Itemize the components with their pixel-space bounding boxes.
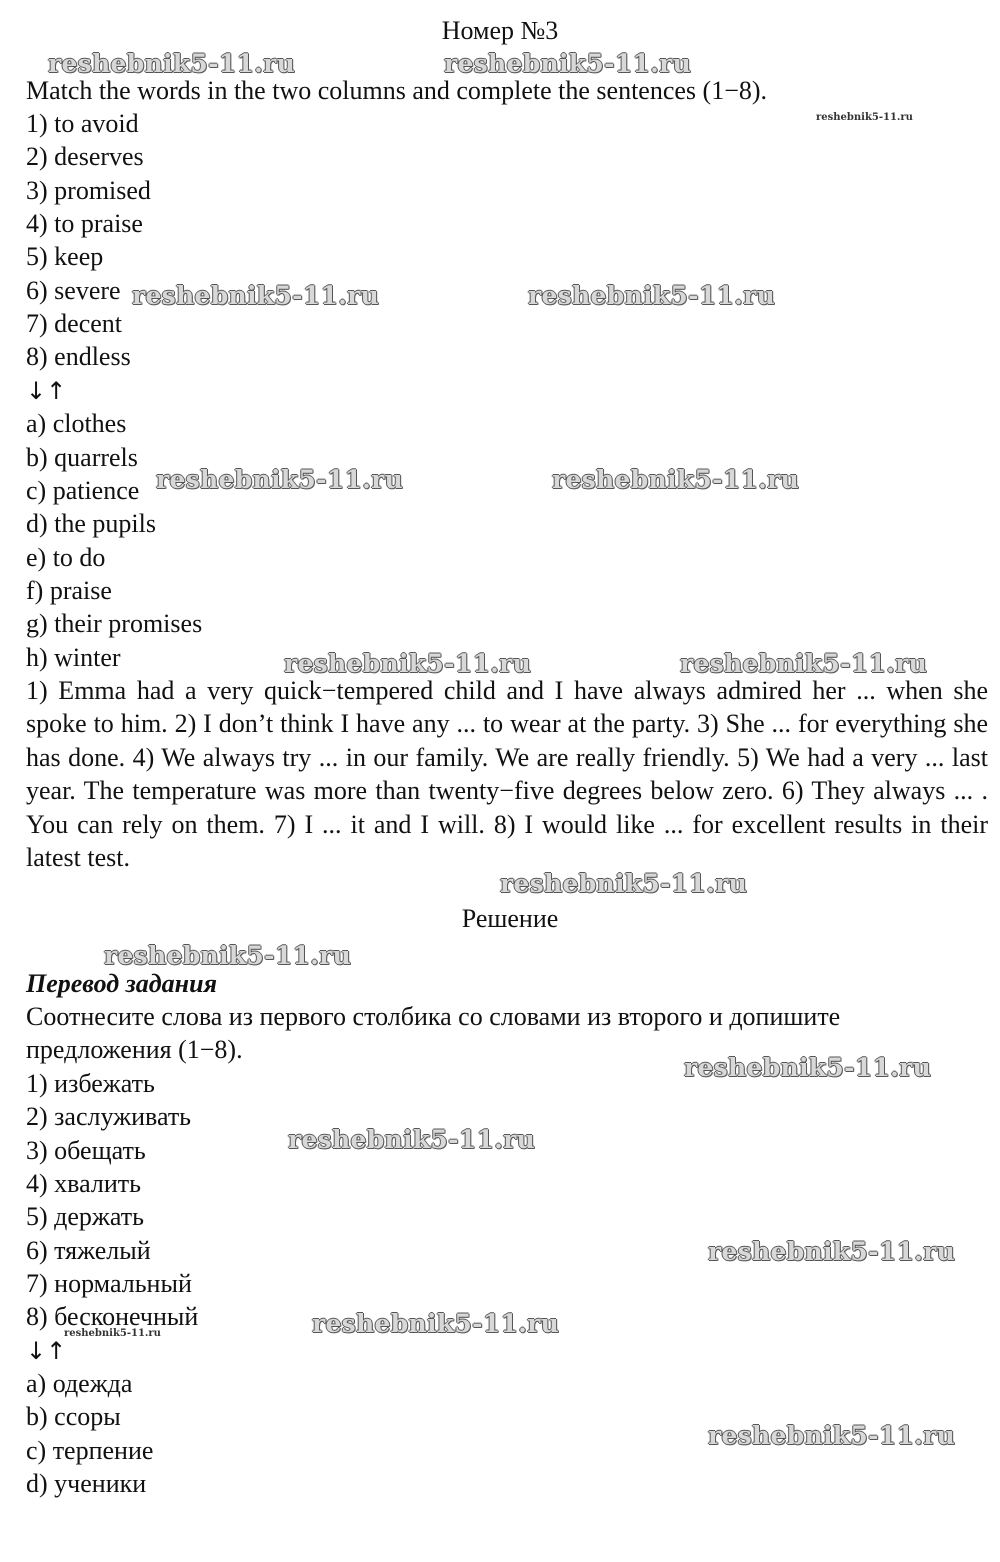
task-sentences: 1) Emma had a very quick−tempered child and I have always admired her ... when she spoke to him. 2) I don’t think I have any ... to wear at the party. 3) She ... for everything she has done. 4) We always try ... in our family. We are really friendly. 5) We had a very ... last year. The temperature was more than twenty−five degrees below zero. 6) They always ... . You can rely on them. 7) I ... it and I will. 8) I would like ... for excellent results in their latest test. (26, 676, 988, 873)
right-column-item-b: b) quarrels (26, 443, 138, 472)
watermark-small: reshebnik5-11.ru (816, 112, 913, 123)
watermark: reshebnik5-11.ru (708, 1237, 956, 1266)
left-column-item-7: 7) decent (26, 309, 123, 338)
translation-heading: Перевод задания (26, 969, 217, 998)
left-column-item-2: 2) deserves (26, 142, 144, 171)
left-column-item-8: 8) endless (26, 342, 131, 371)
left-column-item-3: 3) promised (26, 176, 151, 205)
watermark: reshebnik5-11.ru (48, 49, 296, 78)
watermark: reshebnik5-11.ru (284, 649, 532, 678)
left-column-item-5: 5) keep (26, 242, 104, 271)
ru-left-item-5: 5) держать (26, 1202, 144, 1231)
ru-left-item-1: 1) избежать (26, 1069, 155, 1098)
match-arrows: ↓↑ (26, 377, 67, 405)
ru-right-item-d: d) ученики (26, 1469, 147, 1498)
watermark: reshebnik5-11.ru (288, 1125, 536, 1154)
ru-right-item-c: c) терпение (26, 1436, 154, 1465)
watermark: reshebnik5-11.ru (528, 281, 776, 310)
right-column-item-f: f) praise (26, 576, 112, 605)
ru-left-item-7: 7) нормальный (26, 1269, 192, 1298)
ru-left-item-4: 4) хвалить (26, 1169, 141, 1198)
watermark: reshebnik5-11.ru (552, 465, 800, 494)
solution-heading: Решение (461, 904, 559, 933)
watermark: reshebnik5-11.ru (156, 465, 404, 494)
right-column-item-c: c) patience (26, 476, 140, 505)
task-instruction: Match the words in the two columns and complete the sentences (1−8). (26, 76, 768, 105)
watermark: reshebnik5-11.ru (684, 1053, 932, 1082)
page-title: Номер №3 (441, 16, 559, 45)
ru-left-item-6: 6) тяжелый (26, 1236, 151, 1265)
right-column-item-d: d) the pupils (26, 509, 156, 538)
right-column-item-a: a) clothes (26, 409, 127, 438)
right-column-item-e: e) to do (26, 543, 106, 572)
ru-right-item-a: a) одежда (26, 1369, 133, 1398)
watermark: reshebnik5-11.ru (312, 1309, 560, 1338)
ru-left-item-2: 2) заслуживать (26, 1102, 192, 1131)
translation-instruction: Соотнесите слова из первого столбика со словами из второго и допишите предложения (1−8). (26, 1002, 841, 1065)
watermark: reshebnik5-11.ru (500, 869, 748, 898)
right-column-item-g: g) their promises (26, 609, 203, 638)
left-column-item-6: 6) severe (26, 276, 121, 305)
watermark: reshebnik5-11.ru (132, 281, 380, 310)
ru-left-item-3: 3) обещать (26, 1136, 146, 1165)
watermark: reshebnik5-11.ru (444, 49, 692, 78)
left-column-item-1: 1) to avoid (26, 109, 139, 138)
right-column-item-h: h) winter (26, 643, 121, 672)
ru-match-arrows: ↓↑ (26, 1337, 67, 1365)
watermark-small: reshebnik5-11.ru (64, 1328, 161, 1339)
left-column-item-4: 4) to praise (26, 209, 143, 238)
watermark: reshebnik5-11.ru (104, 941, 352, 970)
ru-right-item-b: b) ссоры (26, 1402, 121, 1431)
ru-left-item-8: 8) бесконечный (26, 1302, 199, 1331)
watermark: reshebnik5-11.ru (708, 1421, 956, 1450)
watermark: reshebnik5-11.ru (680, 649, 928, 678)
